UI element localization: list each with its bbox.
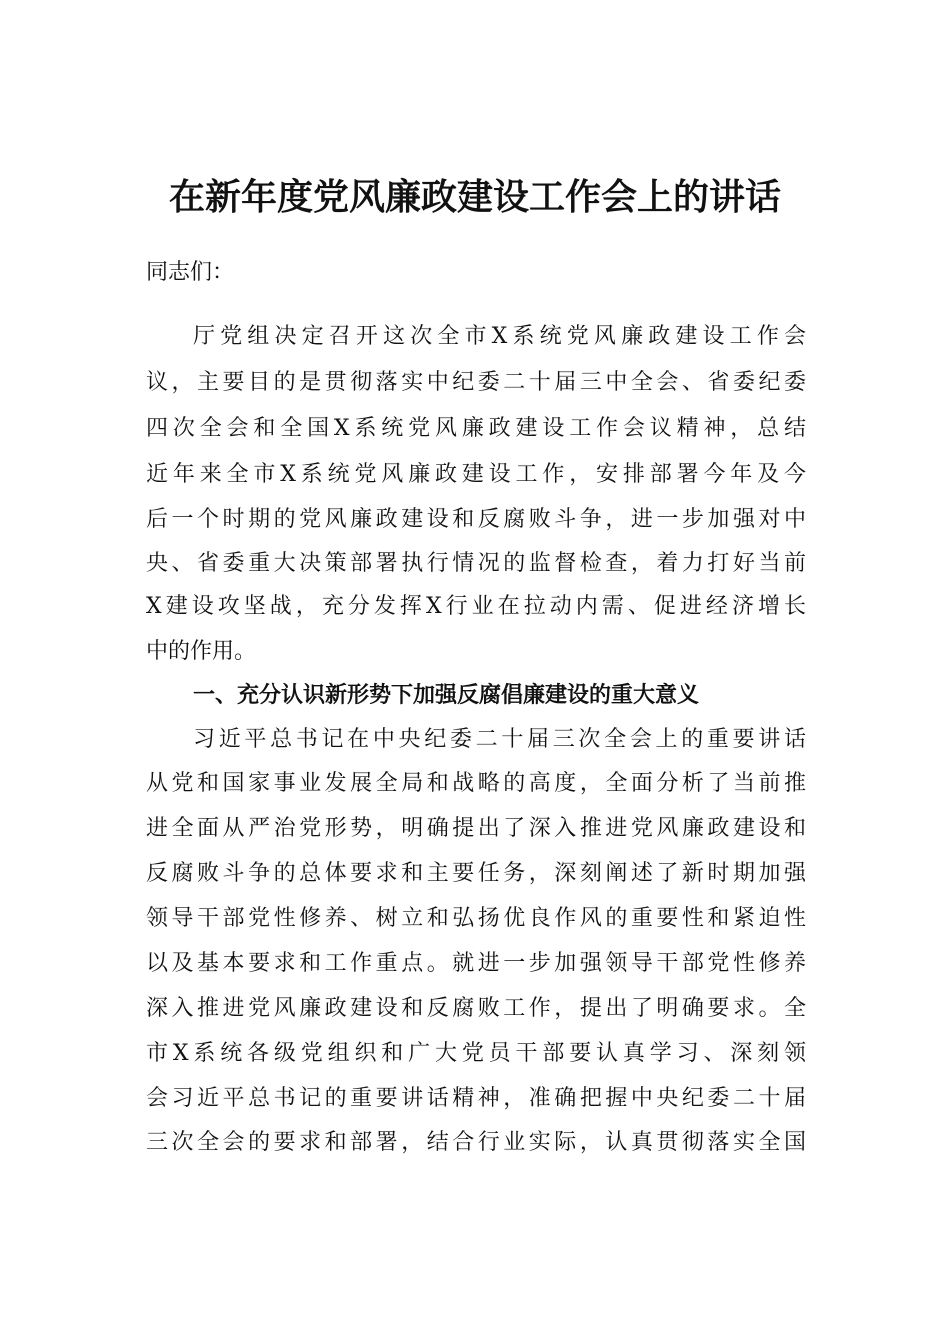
paragraph-line: 四次全会和全国X系统党风廉政建设工作会议精神，总结: [146, 416, 806, 441]
paragraph-line: 近年来全市X系统党风廉政建设工作，安排部署今年及今: [146, 462, 806, 487]
paragraph-line: 中的作用。: [146, 639, 257, 664]
paragraph-line: 议，主要目的是贯彻落实中纪委二十届三中全会、省委纪委: [146, 370, 806, 395]
paragraph-line: 市X系统各级党组织和广大党员干部要认真学习、深刻领: [146, 1041, 806, 1066]
paragraph-line: 从党和国家事业发展全局和战略的高度，全面分析了当前推: [146, 771, 806, 796]
paragraph-line: 厅党组决定召开这次全市X系统党风廉政建设工作会: [193, 324, 806, 349]
salutation: 同志们：: [146, 260, 235, 285]
paragraph-line: 进全面从严治党形势，明确提出了深入推进党风廉政建设和: [146, 816, 806, 841]
paragraph-line: 会习近平总书记的重要讲话精神，准确把握中央纪委二十届: [146, 1086, 806, 1111]
paragraph-line: 深入推进党风廉政建设和反腐败工作，提出了明确要求。全: [146, 996, 806, 1021]
section-heading-1: 一、充分认识新形势下加强反腐倡廉建设的重大意义: [193, 683, 700, 708]
paragraph-line: 以及基本要求和工作重点。就进一步加强领导干部党性修养: [146, 951, 806, 976]
paragraph-line: 后一个时期的党风廉政建设和反腐败斗争，进一步加强对中: [146, 507, 806, 532]
paragraph-line: 央、省委重大决策部署执行情况的监督检查，着力打好当前: [146, 551, 806, 576]
paragraph-line: X建设攻坚战，充分发挥X行业在拉动内需、促进经济增长: [146, 594, 806, 619]
paragraph-line: 习近平总书记在中央纪委二十届三次全会上的重要讲话: [193, 727, 806, 752]
document-title: 在新年度党风廉政建设工作会上的讲话: [168, 177, 781, 218]
paragraph-line: 反腐败斗争的总体要求和主要任务，深刻阐述了新时期加强: [146, 861, 806, 886]
paragraph-line: 领导干部党性修养、树立和弘扬优良作风的重要性和紧迫性: [146, 906, 806, 931]
paragraph-line: 三次全会的要求和部署，结合行业实际，认真贯彻落实全国: [146, 1130, 806, 1155]
